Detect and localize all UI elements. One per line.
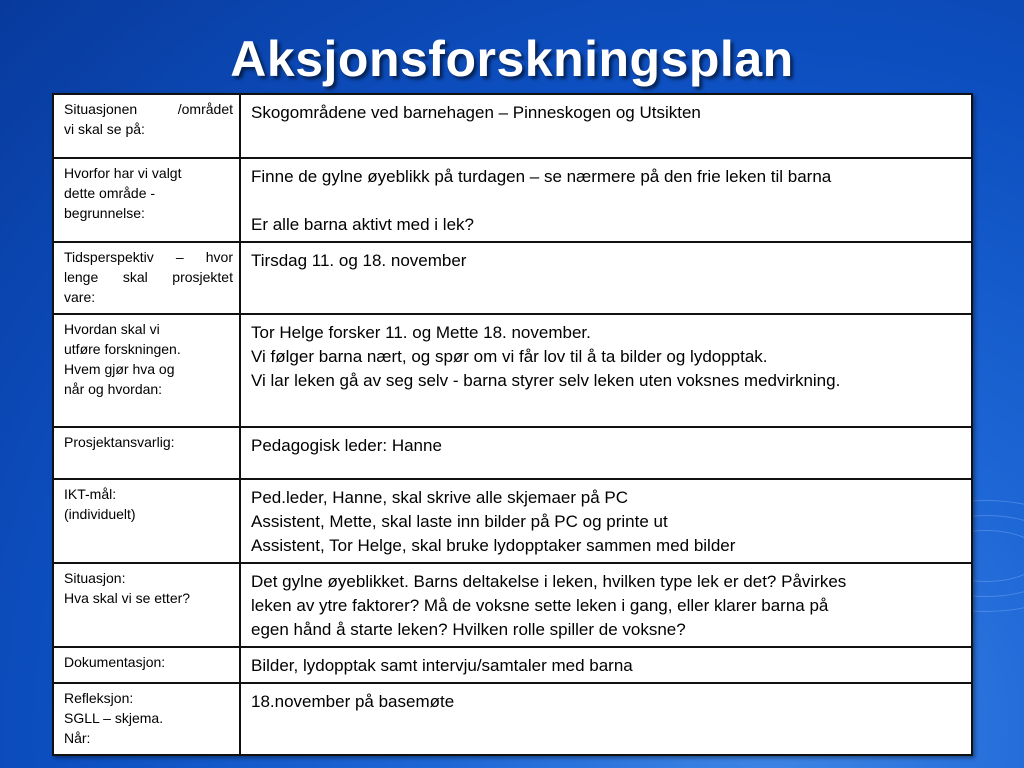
value-line: 18.november på basemøte bbox=[251, 692, 455, 711]
label-line: (individuelt) bbox=[64, 506, 136, 522]
label-line: Situasjon: bbox=[64, 570, 126, 586]
table-row bbox=[53, 683, 972, 755]
value-spacer bbox=[251, 189, 961, 213]
value-line: egen hånd å starte leken? Hvilken rolle spiller de voksne? bbox=[251, 620, 686, 639]
row-value-ikt-maal bbox=[240, 479, 972, 563]
value-line: Er alle barna aktivt med i lek? bbox=[251, 215, 474, 234]
value-line: leken av ytre faktorer? Må de voksne sette leken i gang, eller klarer barna på bbox=[251, 596, 829, 615]
row-label-prosjektansvarlig bbox=[53, 427, 240, 479]
value-line: Skogområdene ved barnehagen – Pinneskogen og Utsikten bbox=[251, 103, 701, 122]
row-label-refleksjon bbox=[53, 683, 240, 755]
row-value-hvordan bbox=[240, 314, 972, 427]
label-line: Hvem gjør hva og bbox=[64, 361, 175, 377]
table-row bbox=[53, 242, 972, 314]
value-line: Vi lar leken gå av seg selv - barna styrer selv leken uten voksnes medvirkning. bbox=[251, 371, 841, 390]
label-line: vare: bbox=[64, 289, 96, 305]
value-line: Ped.leder, Hanne, skal skrive alle skjemaer på PC bbox=[251, 488, 629, 507]
row-label-situasjon bbox=[53, 563, 240, 647]
value-line: Finne de gylne øyeblikk på turdagen – se nærmere på den frie leken til barna bbox=[251, 167, 832, 186]
label-line: Refleksjon: bbox=[64, 690, 134, 706]
value-line: Assistent, Mette, skal laste inn bilder på PC og printe ut bbox=[251, 512, 668, 531]
label-line: Situasjonen /området bbox=[64, 101, 233, 117]
table-row bbox=[53, 647, 972, 683]
row-value-refleksjon bbox=[240, 683, 972, 755]
value-line: Vi følger barna nært, og spør om vi får lov til å ta bilder og lydopptak. bbox=[251, 347, 768, 366]
table-row bbox=[53, 479, 972, 563]
row-label-hvordan bbox=[53, 314, 240, 427]
label-line: vi skal se på: bbox=[64, 121, 145, 137]
table-row bbox=[53, 563, 972, 647]
row-value-tidsperspektiv bbox=[240, 242, 972, 314]
table-row bbox=[53, 94, 972, 158]
row-label-ikt-maal bbox=[53, 479, 240, 563]
label-line: Tidsperspektiv – hvor bbox=[64, 249, 233, 265]
slide-title: Aksjonsforskningsplan bbox=[230, 31, 794, 87]
label-line: utføre forskningen. bbox=[64, 341, 181, 357]
row-value-situasjonen bbox=[240, 94, 972, 158]
label-line: lenge skal prosjektet bbox=[64, 269, 233, 285]
value-line: Bilder, lydopptak samt intervju/samtaler med barna bbox=[251, 656, 633, 675]
label-line: Hvordan skal vi bbox=[64, 321, 160, 337]
row-label-situasjonen bbox=[53, 94, 240, 158]
label-line: Dokumentasjon: bbox=[64, 654, 166, 670]
row-label-tidsperspektiv bbox=[53, 242, 240, 314]
row-value-dokumentasjon bbox=[240, 647, 972, 683]
label-line: begrunnelse: bbox=[64, 205, 145, 221]
value-line: Tirsdag 11. og 18. november bbox=[251, 251, 467, 270]
row-value-situasjon bbox=[240, 563, 972, 647]
value-line: Det gylne øyeblikket. Barns deltakelse i leken, hvilken type lek er det? Påvirkes bbox=[251, 572, 847, 591]
label-line: når og hvordan: bbox=[64, 381, 163, 397]
label-line: SGLL – skjema. bbox=[64, 710, 164, 726]
table-row bbox=[53, 427, 972, 479]
value-line: Pedagogisk leder: Hanne bbox=[251, 436, 442, 455]
value-line: Tor Helge forsker 11. og Mette 18. november. bbox=[251, 323, 591, 342]
row-label-hvorfor bbox=[53, 158, 240, 242]
table-row bbox=[53, 314, 972, 427]
row-label-dokumentasjon bbox=[53, 647, 240, 683]
row-value-hvorfor bbox=[240, 158, 972, 242]
row-value-prosjektansvarlig bbox=[240, 427, 972, 479]
label-line: IKT-mål: bbox=[64, 486, 117, 502]
label-line: Når: bbox=[64, 730, 91, 746]
label-line: dette område - bbox=[64, 185, 156, 201]
label-line: Prosjektansvarlig: bbox=[64, 434, 175, 450]
value-line: Assistent, Tor Helge, skal bruke lydopptaker sammen med bilder bbox=[251, 536, 736, 555]
label-line: Hva skal vi se etter? bbox=[64, 590, 191, 606]
plan-table bbox=[52, 93, 973, 756]
label-line: Hvorfor har vi valgt bbox=[64, 165, 182, 181]
table-row bbox=[53, 158, 972, 242]
